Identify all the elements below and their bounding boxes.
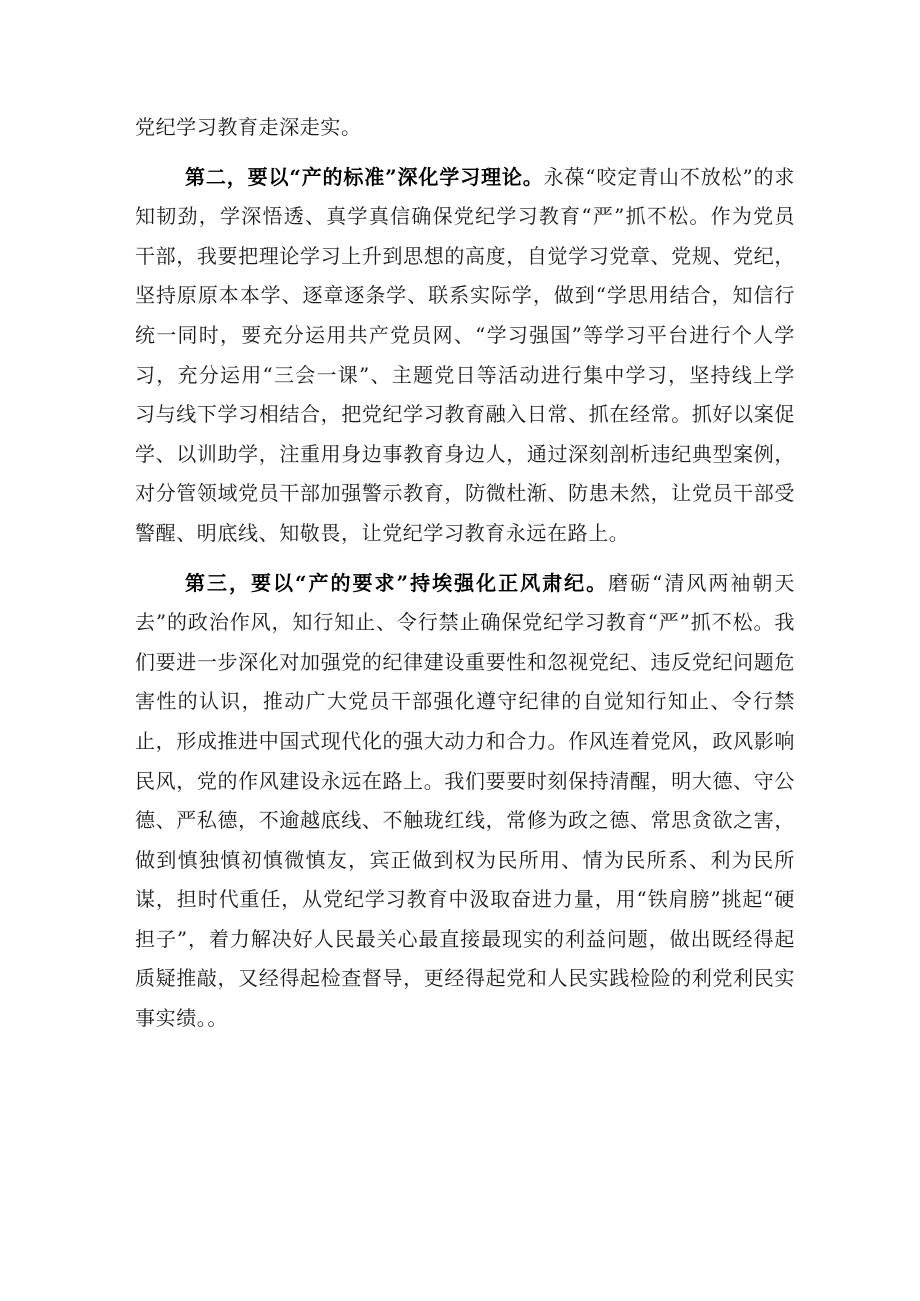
document-page <box>135 108 795 1039</box>
paragraph-2 <box>135 158 795 554</box>
paragraph-2-lead: 第二，要以“产的标准”深化学习理论。 <box>185 164 544 189</box>
paragraph-3-text: 磨砺“清风两袖朝天去”的政治作风，知行知止、令行禁止确保党纪学习教育“严”抓不松。我们要进一步深化对加强党的纪律建设重要性和忽视党纪、违反党纪问题危害性的认识，推动广大党员干部强化遵守纪律的自觉知行知止、令行禁止，形成推进中国式现代化的强大动力和合力。作风连着党风，政风影响民风，党的作风建设永远在路上。我们要要时刻保持清醒，明大德、守公德、严私德，不逾越底线、不触珑红线，常修为政之德、常思贪欲之害，做到慎独慎初慎微慎友，宾正做到权为民所用、情为民所系、利为民所谋，担时代重任，从党纪学习教育中汲取奋进力量，用“铁肩膀”挑起“硬担子”，着力解决好人民最关心最直接最现实的利益问题，做出既经得起质疑推敲，又经得起检查督导，更经得起党和人民实践检险的利党利民实事实绩。。 <box>135 570 795 1031</box>
paragraph-1-text: 党纪学习教育走深走实。 <box>135 115 362 139</box>
paragraph-3-lead: 第三，要以“产的要求”持埃强化正风肃纪。 <box>185 570 609 595</box>
paragraph-1 <box>135 108 795 148</box>
paragraph-3 <box>135 564 795 1039</box>
paragraph-2-text: 永葆“咬定青山不放松”的求知韧劲，学深悟透、真学真信确保党纪学习教育“严”抓不松。作为党员干部，我要把理论学习上升到思想的高度，自觉学习党章、党规、党纪，坚持原原本本学、逐章逐条学、联系实际学，做到“学思用结合，知信行统一同时，要充分运用共产党员网、“学习强国”等学习平台进行个人学习，充分运用“三会一课”、主题党日等活动进行集中学习，坚持线上学习与线下学习相结合，把党纪学习教育融入日常、抓在经常。抓好以案促学、以训助学，注重用身边事教育身边人，通过深刻剖析违纪典型案例，对分管领域党员干部加强警示教育，防微杜渐、防患未然，让党员干部受警醒、明底线、知敬畏，让党纪学习教育永远在路上。 <box>135 164 796 545</box>
